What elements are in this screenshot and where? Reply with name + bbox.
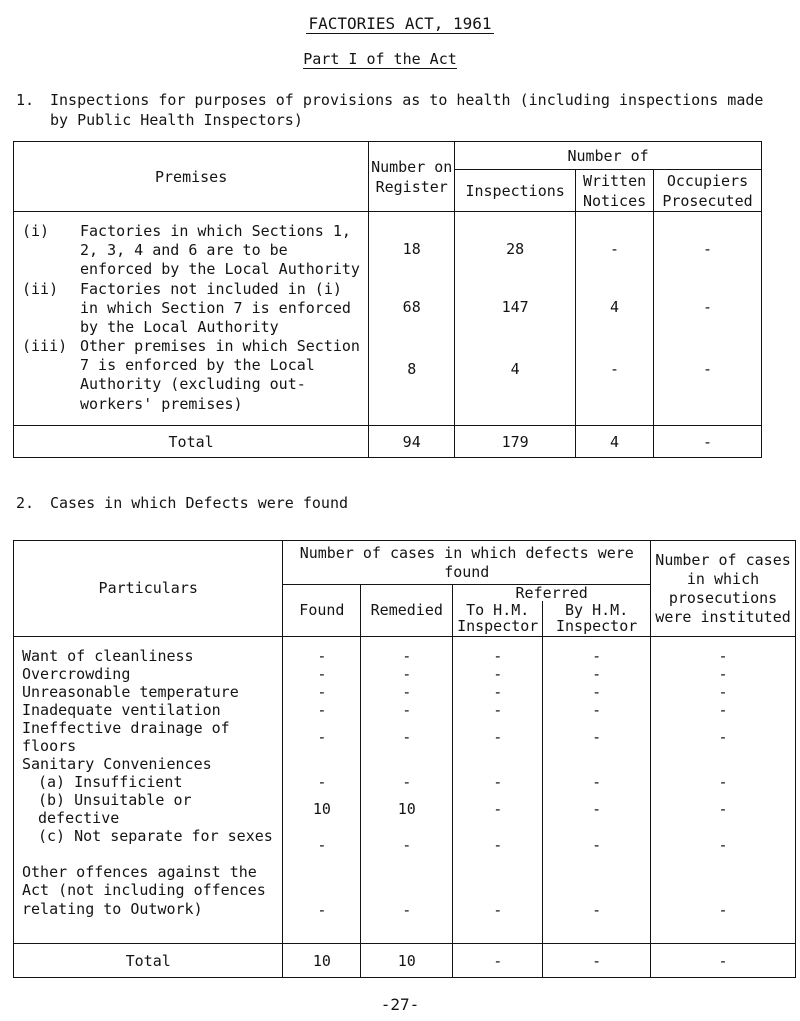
inspections-table: [13, 141, 762, 458]
defects-table: [13, 540, 796, 978]
table-cell: -: [493, 701, 503, 719]
table-cell: -: [493, 647, 503, 665]
table-cell: -: [402, 728, 412, 746]
table-cell: -: [402, 836, 412, 854]
table-cell: -: [317, 647, 327, 665]
table-cell: 4: [610, 298, 620, 316]
register-column: [369, 212, 455, 426]
table-cell: -: [402, 901, 412, 919]
page-number: -27-: [380, 995, 420, 1014]
header-by-hm-inspector: By H.M. Inspector: [543, 601, 651, 637]
table-cell: -: [317, 701, 327, 719]
table-cell: -: [317, 901, 327, 919]
table-cell: -: [718, 701, 728, 719]
table-cell: 10: [397, 800, 416, 818]
section-heading-text: Inspections for purposes of provisions as to health (including inspections made by Public Health Inspectors): [50, 91, 764, 129]
total-prosecuted: -: [654, 426, 762, 458]
table-cell: -: [402, 665, 412, 683]
table-cell: -: [317, 773, 327, 791]
table-cell: -: [702, 240, 713, 258]
by-hm-column: [543, 637, 651, 944]
table-cell: -: [493, 683, 503, 701]
total-row: [14, 944, 796, 978]
list-item: Sanitary Conveniences: [22, 755, 212, 773]
header-found: Found: [283, 585, 361, 637]
list-item: Unreasonable temperature: [22, 683, 239, 701]
found-column: [283, 637, 361, 944]
total-remedied: 10: [361, 944, 453, 978]
table-cell: -: [592, 701, 602, 719]
table-cell: 68: [402, 298, 421, 316]
list-item: Want of cleanliness: [22, 647, 194, 665]
table-cell: 147: [501, 298, 529, 316]
table-cell: -: [718, 665, 728, 683]
prosecuted-column: [654, 212, 762, 426]
table-cell: -: [592, 773, 602, 791]
table-cell: -: [317, 665, 327, 683]
table-cell: -: [493, 800, 503, 818]
header-particulars: Particulars: [14, 541, 283, 637]
table-cell: -: [592, 728, 602, 746]
total-by-hm: -: [543, 944, 651, 978]
table-cell: -: [493, 728, 503, 746]
total-row: [14, 426, 762, 458]
table-cell: 10: [312, 800, 331, 818]
table-cell: -: [592, 683, 602, 701]
header-prosecutions: Number of cases in which prosecutions were instituted: [651, 541, 796, 637]
particulars-list: [14, 637, 283, 944]
header-number-on-register: Number on Register: [369, 142, 455, 212]
table-cell: -: [718, 836, 728, 854]
total-to-hm: -: [453, 944, 543, 978]
table-cell: 8: [407, 360, 417, 378]
table-cell: -: [592, 647, 602, 665]
table-cell: -: [718, 683, 728, 701]
header-to-hm-inspector: To H.M. Inspector: [453, 601, 543, 637]
table-cell: -: [493, 665, 503, 683]
table-cell: -: [718, 800, 728, 818]
table-cell: -: [592, 665, 602, 683]
header-occupiers-prosecuted: Occupiers Prosecuted: [654, 170, 762, 212]
table-cell: 18: [402, 240, 421, 258]
total-found: 10: [283, 944, 361, 978]
prosecutions-column: [651, 637, 796, 944]
header-number-of: Number of: [455, 142, 762, 170]
table-cell: -: [592, 836, 602, 854]
section-heading-text: Cases in which Defects were found: [50, 494, 349, 512]
list-item: Other offences against the Act (not including offences relating to Outwork): [22, 863, 266, 918]
table-cell: -: [718, 773, 728, 791]
premises-list: [14, 212, 369, 426]
remedied-column: [361, 637, 453, 944]
table-cell: -: [610, 240, 620, 258]
total-inspections: 179: [455, 426, 576, 458]
list-item: (i) Factories in which Sections 1, 2, 3, 4 and 6 are to be enforced by the Local Authority: [22, 222, 360, 279]
table-cell: -: [718, 901, 728, 919]
table-cell: -: [718, 728, 728, 746]
inspections-column: [455, 212, 576, 426]
table-cell: 28: [506, 240, 525, 258]
list-item: Inadequate ventilation: [22, 701, 221, 719]
table-cell: -: [402, 683, 412, 701]
table-cell: -: [493, 836, 503, 854]
list-item: (a) Insufficient: [38, 773, 183, 791]
table-cell: -: [402, 647, 412, 665]
table-cell: -: [610, 360, 620, 378]
list-item: (c) Not separate for sexes: [38, 827, 273, 845]
section-number: 2.: [16, 494, 35, 512]
header-premises: Premises: [14, 142, 369, 212]
total-label: Total: [14, 944, 283, 978]
total-label: Total: [14, 426, 369, 458]
list-item: (iii) Other premises in which Section 7 is enforced by the Local Authority (excluding out-workers' premises): [22, 337, 360, 413]
list-item: Overcrowding: [22, 665, 131, 683]
table-cell: -: [493, 773, 503, 791]
total-prosecutions: -: [651, 944, 796, 978]
table-cell: 4: [510, 360, 520, 378]
header-written-notices: Written Notices: [576, 170, 654, 212]
table-cell: -: [718, 647, 728, 665]
table-cell: -: [402, 773, 412, 791]
header-referred: Referred: [453, 585, 651, 601]
table-cell: -: [493, 901, 503, 919]
section-number: 1.: [16, 91, 35, 109]
document-subtitle: Part I of the Act: [303, 50, 457, 68]
table-cell: -: [317, 728, 327, 746]
notices-column: [576, 212, 654, 426]
table-cell: -: [592, 800, 602, 818]
table-cell: -: [702, 298, 713, 316]
section-1-heading: [16, 90, 776, 130]
table-cell: -: [402, 701, 412, 719]
list-item: (ii) Factories not included in (i) in which Section 7 is enforced by the Local Authority: [22, 280, 351, 337]
document-title: FACTORIES ACT, 1961: [308, 14, 492, 33]
list-item: (b) Unsuitable or defective: [38, 791, 192, 828]
header-number-found: Number of cases in which defects were found: [283, 541, 651, 585]
header-inspections: Inspections: [455, 170, 576, 212]
to-hm-column: [453, 637, 543, 944]
table-cell: -: [317, 683, 327, 701]
table-cell: -: [702, 360, 713, 378]
table-cell: -: [317, 836, 327, 854]
total-notices: 4: [576, 426, 654, 458]
list-item: Ineffective drainage of floors: [22, 719, 230, 756]
table-cell: -: [592, 901, 602, 919]
total-register: 94: [369, 426, 455, 458]
header-remedied: Remedied: [361, 585, 453, 637]
